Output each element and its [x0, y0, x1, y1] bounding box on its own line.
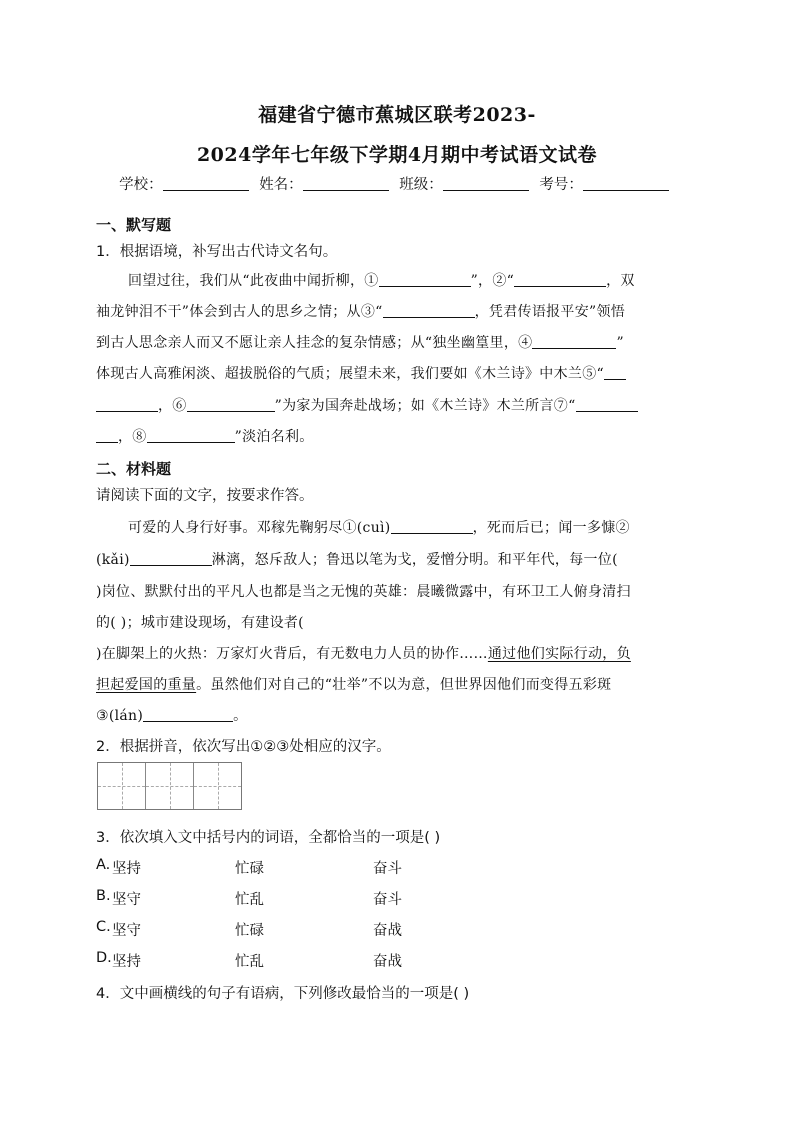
option-a-letter[interactable]: A. — [96, 857, 111, 873]
answer-blank-5a[interactable] — [604, 366, 626, 380]
writing-grid[interactable] — [97, 762, 242, 810]
option-c-word2: 忙碌 — [235, 923, 264, 939]
section-heading-1: 一、默写题 — [96, 216, 172, 234]
passage-1-line-4: 体现古人高雅闲淡、超拔脱俗的气质；展望未来，我们要如《木兰诗》中木兰⑤“ — [96, 363, 626, 383]
passage-2-line-6: 担起爱国的重量。虽然他们对自己的“壮举”不以为意，但世界因他们而变得五彩斑 — [96, 677, 612, 693]
option-d-word1: 坚持 — [112, 954, 141, 970]
option-a-word2: 忙碌 — [235, 861, 264, 877]
answer-blank-8[interactable] — [147, 429, 235, 443]
grid-cell[interactable] — [193, 763, 241, 809]
passage-2-line-2: (kǎi) 淋漓，怒斥敌人；鲁迅以笔为戈，爱憎分明。和平年代，每一位( — [96, 552, 618, 568]
grid-cell[interactable] — [98, 763, 145, 809]
student-info-row — [0, 173, 794, 194]
option-b-word1: 坚守 — [112, 892, 141, 908]
passage-1-line-2: 袖龙钟泪不干”体会到古人的思乡之情；从③“ ，凭君传语报平安”领悟 — [96, 304, 626, 320]
answer-blank-1[interactable] — [379, 273, 471, 287]
answer-blank-2[interactable] — [514, 273, 606, 287]
answer-blank-7b[interactable] — [96, 429, 118, 443]
section-2-instruction: 请阅读下面的文字，按要求作答。 — [96, 488, 314, 504]
option-d-letter[interactable]: D. — [96, 950, 112, 966]
name-label: 姓名： — [259, 177, 303, 193]
option-b-letter[interactable]: B. — [96, 888, 111, 904]
answer-blank-4[interactable] — [532, 335, 616, 349]
option-d-word2: 忙乱 — [235, 954, 264, 970]
class-blank[interactable] — [443, 176, 529, 191]
option-b-word2: 忙乱 — [235, 892, 264, 908]
underlined-sentence-part1: 通过他们实际行动，负 — [487, 646, 631, 662]
number-label: 考号： — [539, 177, 583, 193]
passage-1-line-6: ，⑧ ”淡泊名利。 — [96, 426, 314, 446]
answer-blank-5b[interactable] — [96, 398, 158, 412]
exam-title-line2: 2024学年七年级下学期4月期中考试语文试卷 — [196, 144, 598, 166]
pinyin-blank-3[interactable] — [143, 708, 233, 722]
question-2: 2．根据拼音，依次写出①②③处相应的汉字。 — [96, 739, 391, 755]
school-blank[interactable] — [163, 176, 249, 191]
answer-blank-7a[interactable] — [576, 398, 638, 412]
answer-blank-6[interactable] — [187, 398, 275, 412]
option-c-letter[interactable]: C. — [96, 919, 111, 935]
passage-2-line-3: )岗位、默默付出的平凡人也都是当之无愧的英雄：晨曦微露中，有环卫工人俯身清扫 — [96, 584, 631, 600]
option-b-word3: 奋斗 — [373, 892, 402, 908]
option-c-word3: 奋战 — [373, 923, 402, 939]
passage-2-line-4: 的( )；城市建设现场，有建设者( — [96, 615, 304, 631]
school-label: 学校： — [119, 177, 163, 193]
answer-blank-3[interactable] — [383, 304, 475, 318]
passage-1-line-3: 到古人思念亲人而又不愿让亲人挂念的复杂情感；从“独坐幽篁里，④ ” — [96, 335, 624, 351]
name-blank[interactable] — [303, 176, 389, 191]
passage-1-line-5: ，⑥ ”为家为国奔赴战场；如《木兰诗》木兰所言⑦“ — [96, 395, 638, 415]
option-d-word3: 奋战 — [373, 954, 402, 970]
section-heading-2: 二、材料题 — [96, 460, 172, 478]
class-label: 班级： — [399, 177, 443, 193]
grid-cell[interactable] — [145, 763, 193, 809]
passage-2-line-7: ③(lán) 。 — [96, 708, 248, 724]
passage-2-line-5: )在脚架上的火热：万家灯火背后，有无数电力人员的协作……通过他们实际行动，负 — [96, 646, 631, 662]
question-1-prompt: 1．根据语境，补写出古代诗文名句。 — [96, 244, 338, 260]
question-4: 4．文中画横线的句子有语病，下列修改最恰当的一项是( ) — [96, 986, 470, 1002]
exam-title-line1: 福建省宁德市蕉城区联考2023- — [258, 104, 536, 126]
passage-2-line-1: 可爱的人身行好事。邓稼先鞠躬尽①(cuì) ，死而后已；闻一多慷② — [128, 520, 630, 536]
pinyin-blank-2[interactable] — [130, 552, 212, 566]
underlined-sentence-part2: 担起爱国的重量 — [96, 677, 197, 693]
question-3: 3．依次填入文中括号内的词语，全都恰当的一项是( ) — [96, 830, 441, 846]
option-c-word1: 坚守 — [112, 923, 141, 939]
option-a-word1: 坚持 — [112, 861, 141, 877]
passage-1-line-1: 回望过往，我们从“此夜曲中闻折柳，① ”，②“ ，双 — [128, 273, 635, 289]
pinyin-blank-1[interactable] — [391, 520, 473, 534]
option-a-word3: 奋斗 — [373, 861, 402, 877]
number-blank[interactable] — [583, 176, 669, 191]
